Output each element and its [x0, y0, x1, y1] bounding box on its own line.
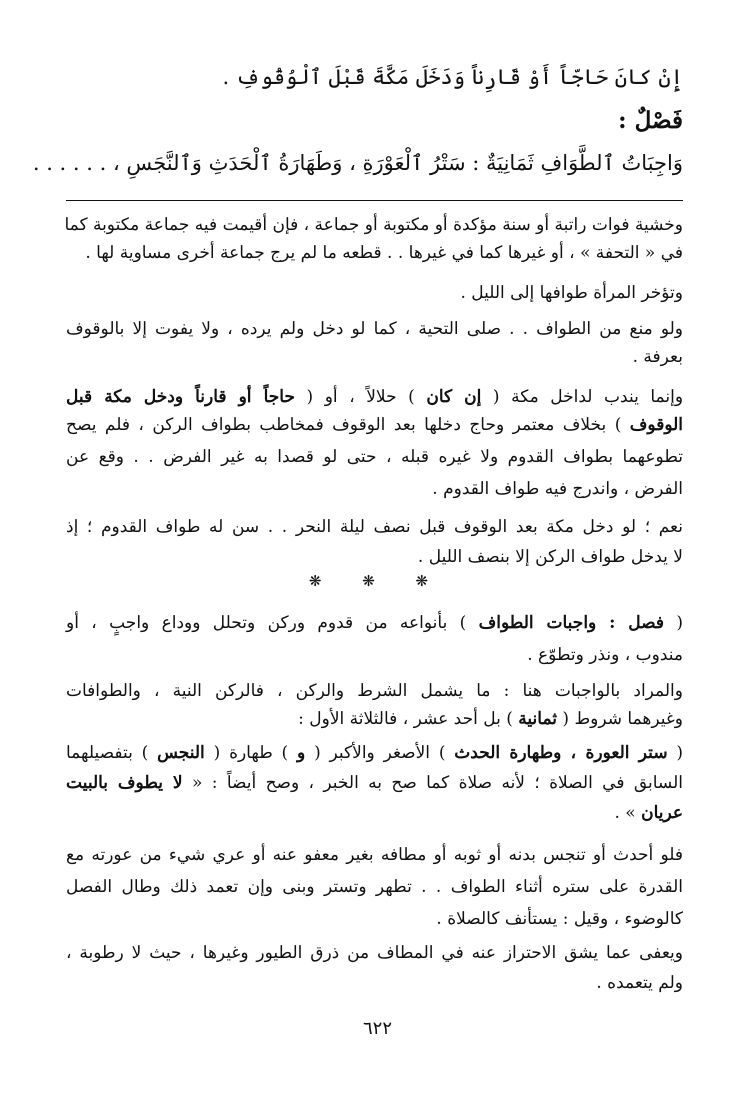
text-span: ) بأنواعه من قدوم وركن وتحلل ووداع واجبٍ ، أو	[66, 613, 467, 633]
sharh-p1-line-2: في « التحفة » ، أو غيرها كما في غيرها . . قطعه ما لم يرج جماعة أخرى مساوية لها .	[85, 243, 683, 263]
sharh-p8-line-3	[614, 800, 683, 826]
sharh-p4-line-1	[66, 384, 683, 410]
sharh-p4-line-4: الفرض ، واندرج فيه طواف القدوم .	[432, 479, 683, 499]
quoted-matn: فصل : واجبات الطواف	[478, 613, 664, 633]
sharh-p9-line-1: فلو أحدث أو تنجس بدنه أو ثوبه أو مطافه بغير معفو عنه أو عري شيء من عورته مع	[66, 845, 683, 865]
sharh-p3-line-2: بعرفة .	[632, 347, 683, 367]
sharh-p9-line-3: كالوضوء ، وقيل : يستأنف كالصلاة .	[436, 909, 683, 929]
text-span: ) الأصغر والأكبر (	[314, 743, 446, 763]
hadith-quote: عريان	[641, 803, 683, 823]
quoted-matn: الوقوف	[629, 415, 684, 435]
text-span: وإنما يندب لداخل مكة (	[492, 387, 684, 407]
sharh-p8-line-1	[66, 740, 683, 766]
page-number: ٦٢٢	[362, 1018, 392, 1039]
hadith-quote: لا يطوف بالبيت	[66, 773, 183, 793]
sharh-p7-line-2	[298, 706, 683, 732]
sharh-p6-line-1	[66, 610, 683, 636]
text-span: (	[676, 743, 684, 763]
quoted-matn: ستر العورة ، وطهارة الحدث	[454, 743, 668, 763]
quoted-matn: حاجاً أو قارناً ودخل مكة قبل	[66, 387, 295, 407]
sharh-p10-line-2: ولم يتعمده .	[596, 973, 683, 993]
text-span: ) حلالاً ، أو (	[306, 387, 415, 407]
text-span: (	[676, 613, 683, 633]
sharh-p10-line-1: ويعفى عما يشق الاحتراز عنه في المطاف من ذرق الطيور وغيرها ، حيث لا رطوبة ،	[66, 943, 683, 963]
sharh-p8-line-2	[66, 770, 683, 796]
text-span: ) طهارة (	[213, 743, 289, 763]
separator-rule	[66, 200, 683, 201]
quoted-matn: النجس	[157, 743, 205, 763]
sharh-p5-line-2: لا يدخل طواف الركن إلا بنصف الليل .	[417, 547, 683, 567]
sharh-p3-line-1: ولو منع من الطواف . . صلى التحية ، كما لو دخل ولم يرده ، ولا يفوت إلا بالوقوف	[66, 319, 683, 339]
text-span: » .	[614, 803, 636, 823]
sharh-p4-line-3: تطوعهما بطواف القدوم ولا غيره قبله ، حتى لو قصدا به غير الفرض . . وقع عن	[66, 447, 683, 467]
section-heading: فَصْلٌ :	[618, 107, 683, 134]
text-span: السابق في الصلاة ؛ لأنه صلاة كما صح به الخبر ، وصح أيضاً : «	[191, 773, 683, 793]
text-span: وغيرهما شروط (	[562, 709, 683, 729]
quoted-matn: و	[297, 743, 306, 763]
text-span: ) بل أحد عشر ، فالثلاثة الأول :	[298, 709, 513, 729]
quoted-matn: ثمانية	[518, 709, 558, 729]
quoted-matn: إن كان	[426, 387, 482, 407]
text-span: ) بتفصيلهما	[66, 743, 149, 763]
matn-line-2: وَاجِبَاتُ ٱلطَّوَافِ ثَمَانِيَةٌ : سَتْرُ ٱلْعَوْرَةِ ، وَطَهَارَةُ ٱلْحَدَثِ وَٱلنَّجَسِ ، . . . . . .	[32, 151, 683, 175]
text-span: ) بخلاف معتمر وحاج دخلها بعد الوقوف فمخاطب بطواف الركن ، فلم يصح	[66, 415, 622, 435]
sharh-p7-line-1: والمراد بالواجبات هنا : ما يشمل الشرط والركن ، فالركن النية ، والطوافات	[66, 681, 683, 701]
section-separator-stars: ❋ ❋ ❋	[308, 572, 447, 590]
sharh-p6-line-2: مندوب ، ونذر وتطوّع .	[527, 645, 683, 665]
sharh-p2-line-1: وتؤخر المرأة طوافها إلى الليل .	[460, 283, 683, 303]
matn-line-1: إِنْ كانَ حَاجّاً أَوْ قَارِناً وَدَخَلَ مَكَّةَ قَبْلَ ٱلْوُقُوفِ .	[222, 65, 683, 89]
sharh-p9-line-2: القدرة على ستره أثناء الطواف . . تطهر وتستر وبنى وإن تعمد ذلك وطال الفصل	[66, 877, 683, 897]
sharh-p4-line-2	[66, 412, 683, 438]
sharh-p1-line-1: وخشية فوات راتبة أو سنة مؤكدة أو مكتوبة أو جماعة ، فإن أقيمت فيه جماعة مكتوبة كما	[64, 215, 683, 235]
sharh-p5-line-1: نعم ؛ لو دخل مكة بعد الوقوف قبل نصف ليلة النحر . . سن له طواف القدوم ؛ إذ	[66, 517, 683, 537]
